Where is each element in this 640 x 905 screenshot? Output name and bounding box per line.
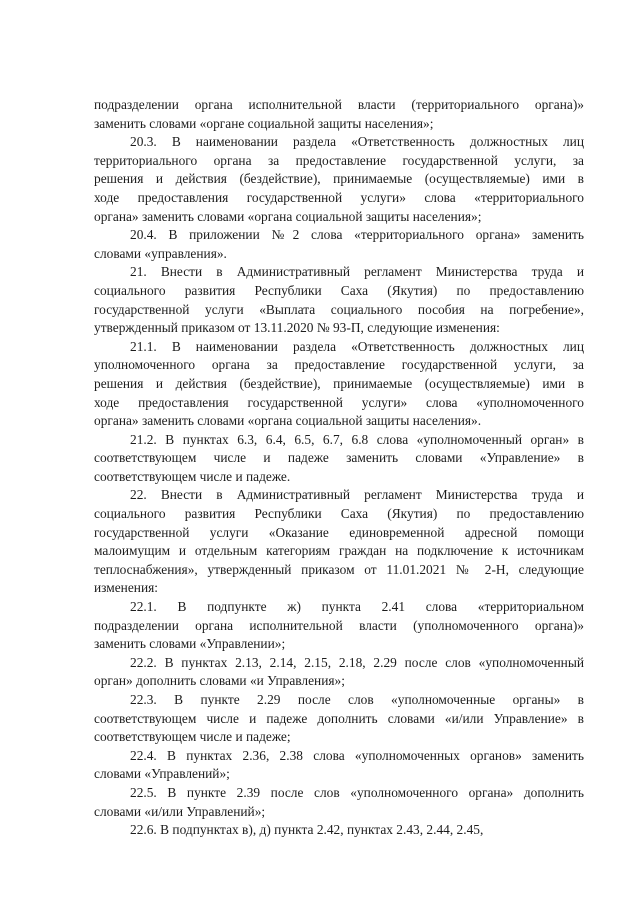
document-line: подразделении органа исполнительной власти (уполномоченного органа)» [94,617,584,633]
document-paragraph-p3 [94,226,584,263]
document-paragraph-p9 [94,654,584,691]
document-line: утвержденный приказом от 13.11.2020 № 93-П, следующие изменения: [94,320,500,336]
document-line: заменить словами «органе социальной защиты населения»; [94,115,434,131]
document-line: уполномоченного органа за предоставление государственной услуги, за [94,357,584,373]
document-line: органа» заменить словами «органа социальной защиты населения»; [94,208,482,224]
document-line: 22.3. В пункте 2.29 после слов «уполномоченные органы» в [130,692,584,707]
document-line: социального развития Республики Саха (Якутия) по предоставлению [94,506,584,522]
document-line: 22.4. В пунктах 2.36, 2.38 слова «уполномоченных органов» заменить [130,747,584,763]
document-line: 22.5. В пункте 2.39 после слов «уполномоченного органа» дополнить [130,784,584,800]
document-paragraph-p12 [94,784,584,821]
document-line: 22.2. В пунктах 2.13, 2.14, 2.15, 2.18, 2.29 после слов «уполномоченный [130,654,584,670]
document-line: малоимущим и отдельным категориям граждан на подключение к источникам [94,543,584,559]
document-line: решения и действия (бездействие), принимаемые (осуществляемые) ими в [94,375,584,391]
document-paragraph-p11 [94,747,584,784]
document-line: заменить словами «Управлении»; [94,636,286,652]
document-line: ходе предоставления государственной услуги» слова «уполномоченного [94,394,584,410]
document-line: 22.1. В подпункте ж) пункта 2.41 слова «территориальном [130,599,584,615]
document-line: социального развития Республики Саха (Якутия) по предоставлению [94,282,584,298]
document-line: соответствующем числе и падеже; [94,729,291,745]
document-line: 20.3. В наименовании раздела «Ответственность должностных лиц [130,134,584,150]
document-paragraph-p4 [94,263,584,337]
document-line: ходе предоставления государственной услуги» слова «территориального [94,189,584,205]
document-paragraph-p6 [94,431,584,487]
document-paragraph-p8 [94,598,584,654]
document-line: 22. Внести в Административный регламент Министерства труда и [130,487,584,503]
document-paragraph-p2 [94,133,584,226]
document-line: словами «управления». [94,245,227,261]
document-line: теплоснабжения», утвержденный приказом от 11.01.2021 № 2-Н, следующие [94,561,584,577]
document-line: государственной услуги «Выплата социального пособия на погребение», [94,301,584,317]
document-paragraph-p13 [94,821,584,840]
document-paragraph-p7 [94,486,584,598]
document-line: 22.6. В подпунктах в), д) пункта 2.42, пунктах 2.43, 2.44, 2.45, [130,822,484,838]
document-paragraph-p1 [94,96,584,133]
document-page [94,96,584,840]
document-line: 20.4. В приложении №2 слова «территориального органа» заменить [130,227,584,243]
document-line: 21. Внести в Административный регламент Министерства труда и [130,264,584,280]
document-line: словами «и/или Управлений»; [94,803,266,819]
document-line: решения и действия (бездействие), принимаемые (осуществляемые) ими в [94,171,584,187]
document-paragraph-p5 [94,338,584,431]
document-line: соответствующем числе и падеже заменить словами «Управление» в [94,450,584,466]
document-line: органа» заменить словами «органа социальной защиты населения». [94,413,482,429]
document-paragraph-p10 [94,691,584,747]
document-line: соответствующем числе и падеже дополнить словами «и/или Управление» в [94,710,584,726]
document-line: государственной услуги «Оказание единовременной адресной помощи [94,524,584,540]
document-line: подразделении органа исполнительной власти (территориального органа)» [94,97,584,112]
document-line: территориального органа за предоставление государственной услуги, за [94,152,584,168]
document-line: 21.2. В пунктах 6.3, 6.4, 6.5, 6.7, 6.8 слова «уполномоченный орган» в [130,431,584,447]
document-line: соответствующем числе и падеже. [94,468,291,484]
document-line: словами «Управлений»; [94,766,230,782]
document-line: 21.1. В наименовании раздела «Ответственность должностных лиц [130,338,584,354]
document-line: орган» дополнить словами «и Управления»; [94,673,345,689]
document-line: изменения: [94,580,159,596]
